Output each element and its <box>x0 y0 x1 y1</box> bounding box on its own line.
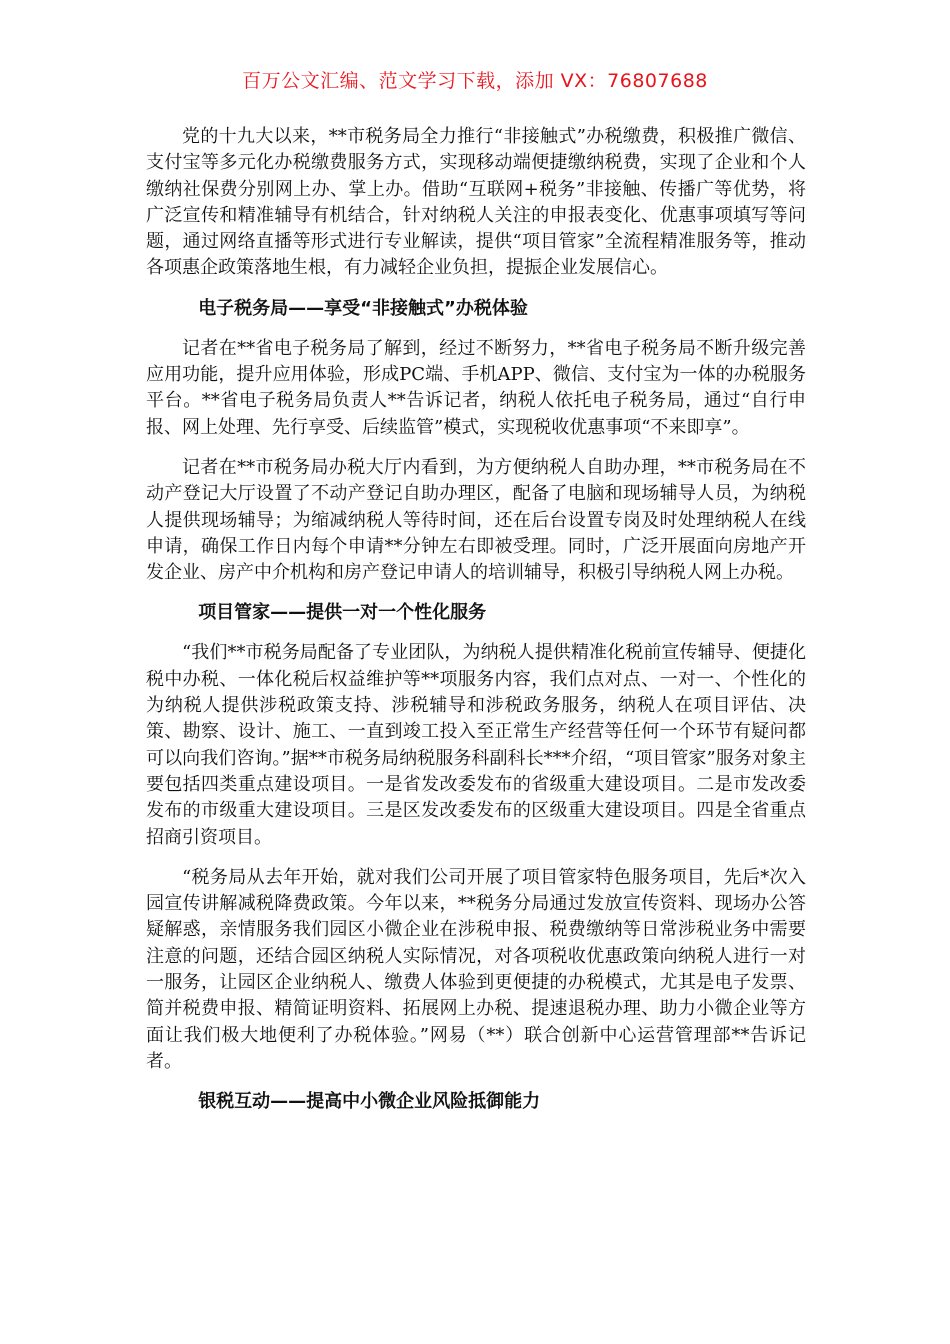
paragraph-project-steward: “我们**市税务局配备了专业团队，为纳税人提供精准化税前宣传辅导、便捷化税中办税、一体化税后权益维护等**项服务内容，我们点对点、一对一、个性化的为纳税人提供涉税政策支持、涉税辅导和涉税政务服务，纳税人在项目评估、决策、勘察、设计、施工、一直到竣工投入至正常生产经营等任何一个环节有疑问都可以向我们咨询。”据**市税务局纳税服务科副科长***介绍，“项目管家”服务对象主要包括四类重点建设项目。一是省发改委发布的省级重大建设项目。二是市发改委发布的市级重大建设项目。三是区发改委发布的区级重大建设项目。四是全省重点招商引资项目。 <box>146 642 806 848</box>
paragraph-intro: 党的十九大以来，**市税务局全力推行“非接触式”办税缴费，积极推广微信、支付宝等多元化办税缴费服务方式，实现移动端便捷缴纳税费，实现了企业和个人缴纳社保费分别网上办、掌上办。借助“互联网+税务”非接触、传播广等优势，将广泛宣传和精准辅导有机结合，针对纳税人关注的申报表变化、优惠事项填写等问题，通过网络直播等形式进行专业解读，提供“项目管家”全流程精准服务等，推动各项惠企政策落地生根，有力减轻企业负担，提振企业发展信心。 <box>146 126 806 279</box>
paragraph-hall: 记者在**市税务局办税大厅内看到，为方便纳税人自助办理，**市税务局在不动产登记大厅设置了不动产登记自助办理区，配备了电脑和现场辅导人员，为纳税人提供现场辅导；为缩减纳税人等待时间，还在后台设置专岗及时处理纳税人在线申请，确保工作日内每个申请**分钟左右即被受理。同时，广泛开展面向房地产开发企业、房产中介机构和房产登记申请人的培训辅导，积极引导纳税人网上办税。 <box>146 456 806 584</box>
section-heading-project-steward: 项目管家——提供一对一个性化服务 <box>198 602 487 624</box>
section-heading-bank-tax: 银税互动——提高中小微企业风险抵御能力 <box>198 1091 541 1113</box>
paragraph-e-tax: 记者在**省电子税务局了解到，经过不断努力，**省电子税务局不断升级完善应用功能，提升应用体验，形成PC端、手机APP、微信、支付宝为一体的办税服务平台。**省电子税务局负责人**告诉记者，纳税人依托电子税务局，通过“自行申报、网上处理、先行享受、后续监管”模式，实现税收优惠事项“不来即享”。 <box>146 337 806 438</box>
section-heading-e-tax: 电子税务局——享受“非接触式”办税体验 <box>198 297 528 319</box>
paragraph-testimonial: “税务局从去年开始，就对我们公司开展了项目管家特色服务项目，先后*次入园宣传讲解减税降费政策。今年以来，**税务分局通过发放宣传资料、现场办公答疑解惑，亲情服务我们园区小微企业在涉税申报、税费缴纳等日常涉税业务中需要注意的问题，还结合园区纳税人实际情况，对各项税收优惠政策向纳税人进行一对一服务，让园区企业纳税人、缴费人体验到更便捷的办税模式，尤其是电子发票、简并税费申报、精简证明资料、拓展网上办税、提速退税办理、助力小微企业等方面让我们极大地便利了办税体验。”网易（**）联合创新中心运营管理部**告诉记者。 <box>146 866 806 1072</box>
header-banner: 百万公文汇编、范文学习下载，添加 VX：76807688 <box>242 70 708 92</box>
article-body <box>146 124 806 1129</box>
